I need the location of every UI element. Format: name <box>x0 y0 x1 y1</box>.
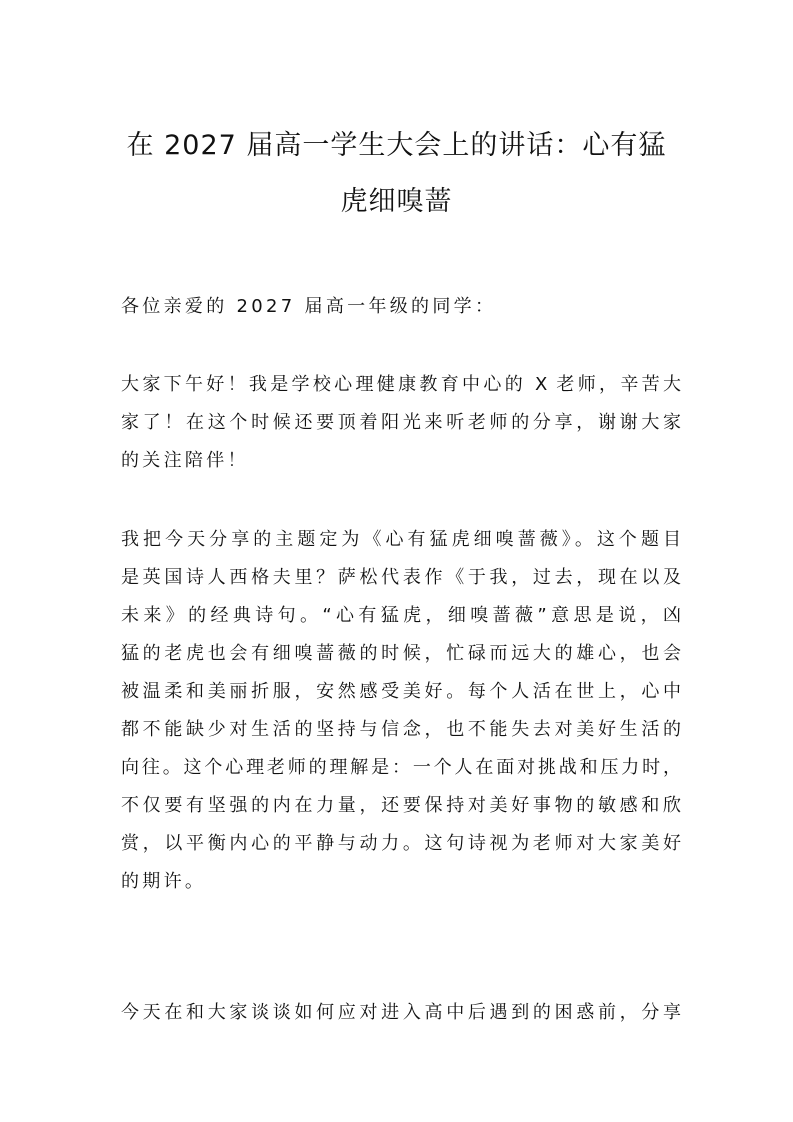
text-line: 被温柔和美丽折服，安然感受美好。每个人活在世上，心中 <box>121 681 681 702</box>
document-title <box>100 118 693 230</box>
text-line: 不仅要有坚强的内在力量，还要保持对美好事物的敏感和欣 <box>121 795 681 816</box>
greeting-paragraph <box>121 366 681 480</box>
text-line: 的期许。 <box>121 871 207 892</box>
title-line-2: 虎细嗅蔷 <box>340 186 453 217</box>
next-paragraph <box>121 994 681 1032</box>
text-line: 的关注陪伴！ <box>121 450 249 471</box>
text-line: 大家下午好！我是学校心理健康教育中心的 X 老师，辛苦大 <box>121 374 681 395</box>
title-line-1: 在 2027 届高一学生大会上的讲话：心有猛 <box>126 130 667 161</box>
text-line: 猛的老虎也会有细嗅蔷薇的时候，忙碌而远大的雄心，也会 <box>121 643 681 664</box>
text-line: 向往。这个心理老师的理解是：一个人在面对挑战和压力时， <box>121 757 681 778</box>
text-line: 都不能缺少对生活的坚持与信念，也不能失去对美好生活的 <box>121 719 681 740</box>
text-line: 是英国诗人西格夫里？萨松代表作《于我，过去，现在以及 <box>121 567 681 588</box>
text-line: 我把今天分享的主题定为《心有猛虎细嗅蔷薇》。这个题目 <box>121 529 681 550</box>
theme-paragraph <box>121 521 681 901</box>
text-line: 赏，以平衡内心的平静与动力。这句诗视为老师对大家美好 <box>121 833 681 854</box>
text-line: 未来》的经典诗句。“心有猛虎，细嗅蔷薇”意思是说，凶 <box>121 605 681 626</box>
text-line: 各位亲爱的 2027 届高一年级的同学： <box>121 296 497 317</box>
text-line: 家了！在这个时候还要顶着阳光来听老师的分享，谢谢大家 <box>121 412 681 433</box>
text-line: 今天在和大家谈谈如何应对进入高中后遇到的困惑前，分享 <box>121 1002 681 1023</box>
salutation-paragraph <box>121 288 681 326</box>
